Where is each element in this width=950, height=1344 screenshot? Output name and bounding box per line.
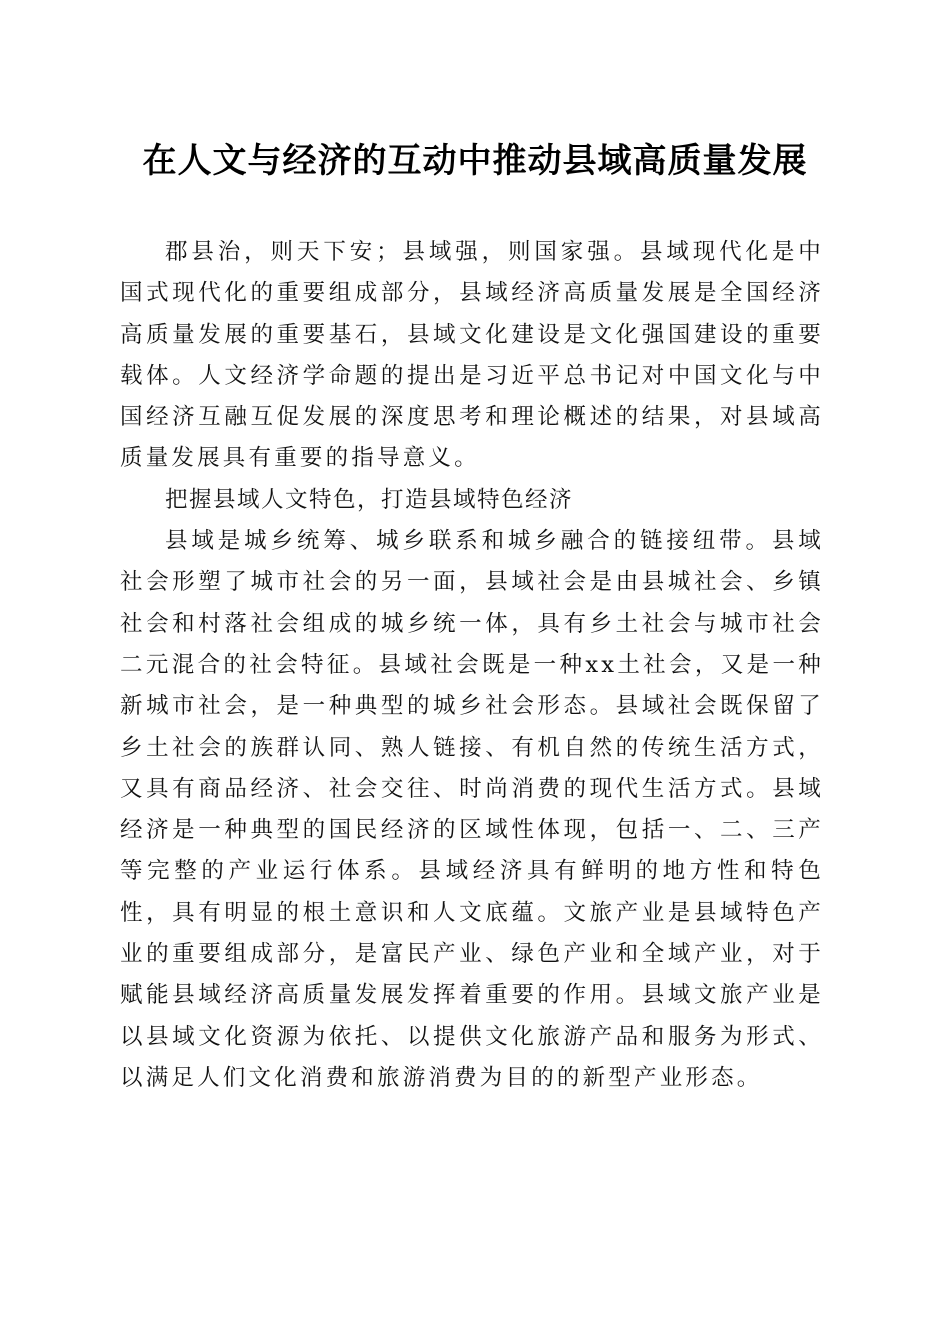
paragraph-county-society: 县域是城乡统筹、城乡联系和城乡融合的链接纽带。县域社会形塑了城市社会的另一面，县域社会是由县城社会、乡镇社会和村落社会组成的城乡统一体，具有乡土社会与城市社会二元混合的社会特征。县域社会既是一种xx土社会，又是一种新城市社会，是一种典型的城乡社会形态。县域社会既保留了乡土社会的族群认同、熟人链接、有机自然的传统生活方式，又具有商品经济、社会交往、时尚消费的现代生活方式。县域经济是一种典型的国民经济的区域性体现，包括一、二、三产等完整的产业运行体系。县域经济具有鲜明的地方性和特色性，具有明显的根土意识和人文底蕴。文旅产业是县域特色产业的重要组成部分，是富民产业、绿色产业和全域产业，对于赋能县域经济高质量发展发挥着重要的作用。县域文旅产业是以县域文化资源为依托、以提供文化旅游产品和服务为形式、以满足人们文化消费和旅游消费为目的的新型产业形态。 <box>120 528 824 1091</box>
document-body <box>120 232 824 1099</box>
paragraph-intro: 郡县治，则天下安；县域强，则国家强。县域现代化是中国式现代化的重要组成部分，县域经济高质量发展是全国经济高质量发展的重要基石，县域文化建设是文化强国建设的重要载体。人文经济学命题的提出是习近平总书记对中国文化与中国经济互融互促发展的深度思考和理论概述的结果，对县域高质量发展具有重要的指导意义。 <box>120 239 824 472</box>
section-heading: 把握县域人文特色，打造县域特色经济 <box>165 486 574 513</box>
document-title: 在人文与经济的互动中推动县域高质量发展 <box>142 141 808 181</box>
